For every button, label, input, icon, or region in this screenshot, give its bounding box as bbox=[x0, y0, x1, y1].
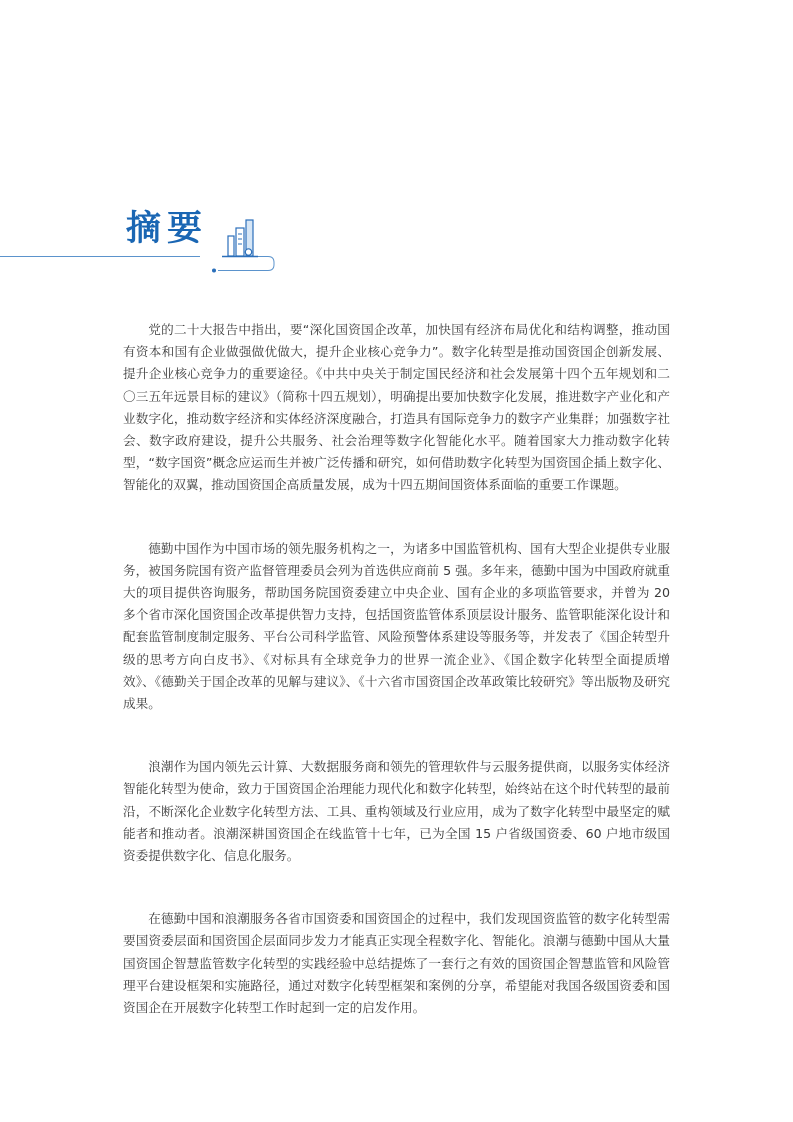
title-decoration bbox=[0, 212, 290, 282]
abstract-body bbox=[123, 319, 670, 1060]
frame-corner bbox=[247, 257, 274, 271]
paragraph-3: 浪潮作为国内领先云计算、大数据服务商和领先的管理软件与云服务提供商，以服务实体经济智能化转型为使命，致力于国资国企治理能力现代化和数字化转型，始终站在这个时代转型的最前沿，不断深化企业数字化转型方法、工具、重构领域及行业应用，成为了数字化转型中最坚定的赋能者和推动者。浪潮深耕国资国企在线监管十七年，已为全国 15 户省级国资委、60 户地市级国资委提供数字化、信息化服务。 bbox=[123, 759, 670, 864]
page-title: 摘要 bbox=[126, 209, 209, 249]
building-chart-icon bbox=[222, 220, 258, 257]
paragraph-2: 德勤中国作为中国市场的领先服务机构之一，为诸多中国监管机构、国有大型企业提供专业服务，被国务院国有资产监督管理委员会列为首选供应商前 5 强。多年来，德勤中国为中国政府就重大的项目提供咨询服务，帮助国务院国资委建立中央企业、国有企业的多项监管要求，并曾为 20 多个省市深化国资国企改革提供智力支持，包括国资监管体系顶层设计服务、监管职能深化设计和配套监管制度制定服务、平台公司科学监管、风险预警体系建设等服务等，并发表了《国企转型升级的思考方向白皮书》、《对标具有全球竞争力的世界一流企业》、《国企数字化转型全面提质增效》、《德勤关于国企改革的见解与建议》、《十六省市国资国企改革政策比较研究》等出版物及研究成果。 bbox=[123, 540, 670, 712]
paragraph-4: 在德勤中国和浪潮服务各省市国资委和国资国企的过程中，我们发现国资监管的数字化转型需要国资委层面和国资国企层面同步发力才能真正实现全程数字化、智能化。浪潮与德勤中国从大量国资国企智慧监管数字化转型的实践经验中总结提炼了一套行之有效的国资国企智慧监管和风险管理平台建设框架和实施路径，通过对数字化转型框架和案例的分享，希望能对我国各级国资委和国资国企在开展数字化转型工作时起到一定的启发作用。 bbox=[123, 911, 670, 1016]
paragraph-1: 党的二十大报告中指出，要“深化国资国企改革，加快国有经济布局优化和结构调整，推动国有资本和国有企业做强做优做大，提升企业核心竞争力”。数字化转型是推动国资国企创新发展、提升企业核心竞争力的重要途径。《中共中央关于制定国民经济和社会发展第十四个五年规划和二〇三五年远景目标的建议》（简称十四五规划），明确提出要加快数字化发展，推进数字产业化和产业数字化，推动数字经济和实体经济深度融合，打造具有国际竞争力的数字产业集群；加强数字社会、数字政府建设，提升公共服务、社会治理等数字化智能化水平。随着国家大力推动数字化转型，“数字国资”概念应运而生并被广泛传播和研究，如何借助数字化转型为国资国企插上数字化、智能化的双翼，推动国资国企高质量发展，成为十四五期间国资体系面临的重要工作课题。 bbox=[123, 322, 670, 493]
underline-dot bbox=[212, 269, 216, 273]
